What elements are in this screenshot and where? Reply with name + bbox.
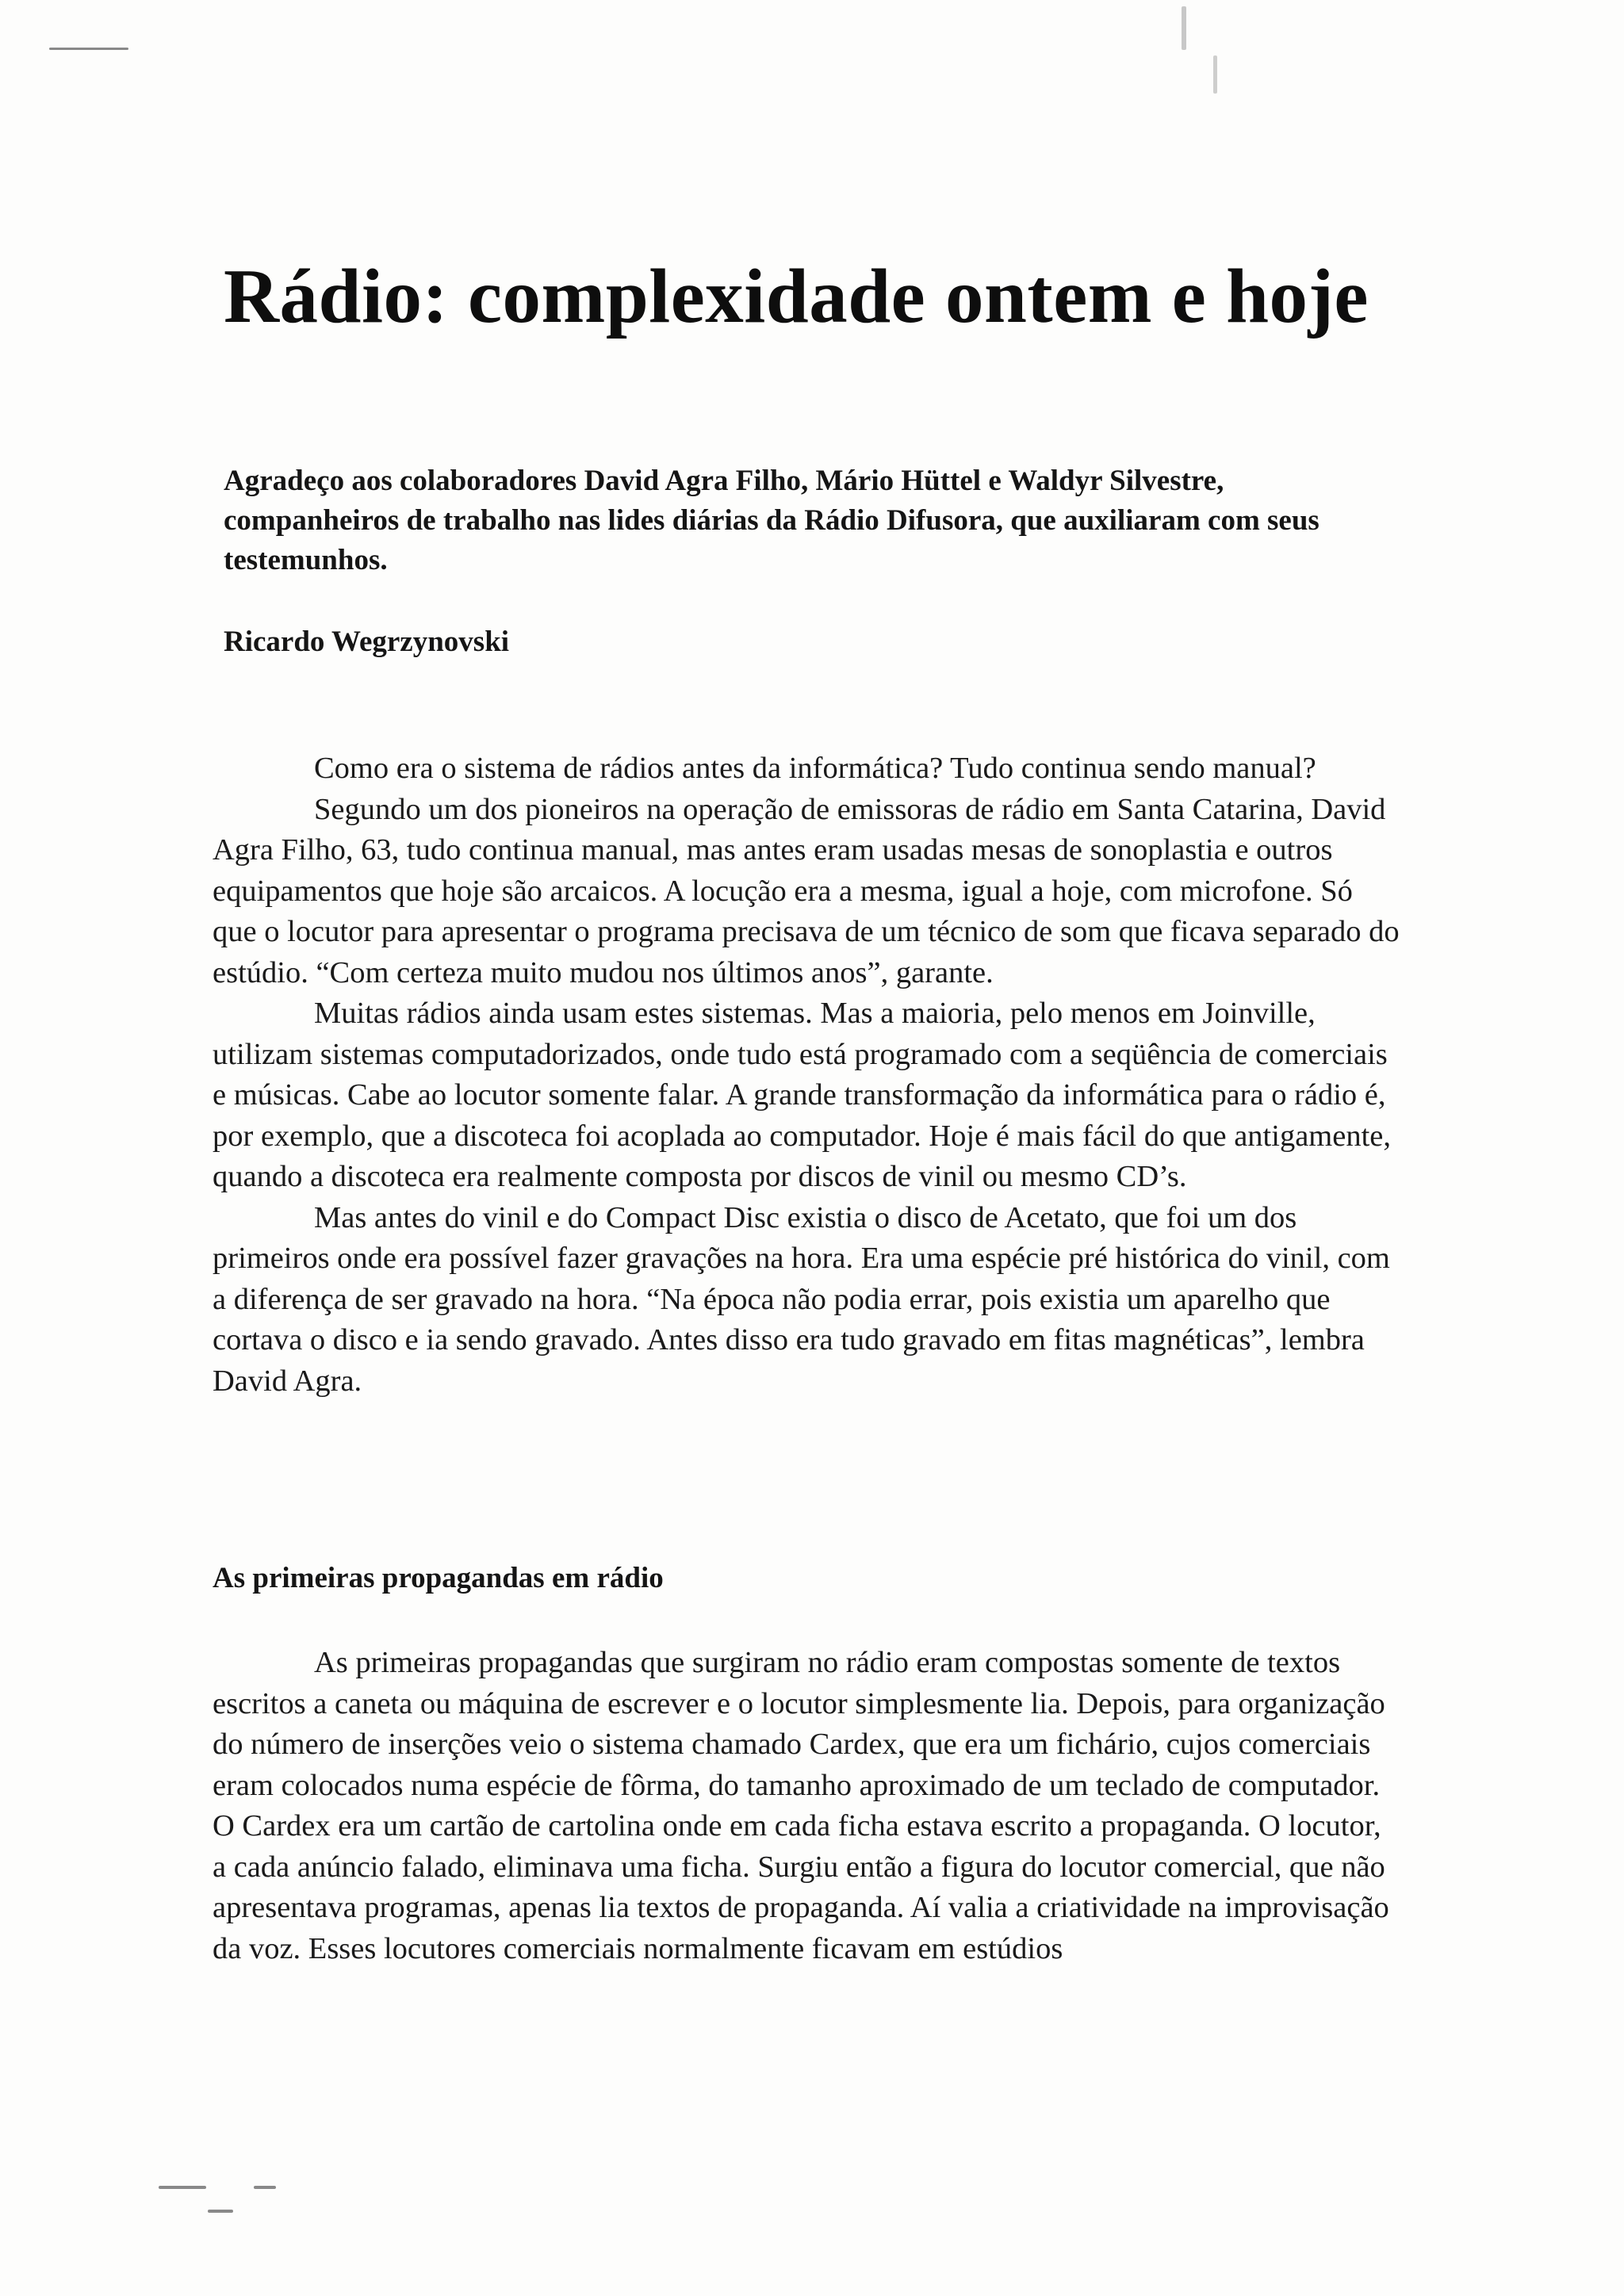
scan-mark-bottom-left xyxy=(159,2186,206,2189)
section-heading: As primeiras propagandas em rádio xyxy=(213,1562,664,1594)
body-text xyxy=(213,748,1402,1402)
author-name: Ricardo Wegrzynovski xyxy=(224,626,510,658)
paragraph: Mas antes do vinil e do Compact Disc existia o disco de Acetato, que foi um dos primeiros onde era possível fazer gravações na hora. Era uma espécie pré histórica do vinil, com a diferença de ser gravado na hora. “Na época não podia errar, pois existia um aparelho que cortava o disco e ia sendo gravado. Antes disso era tudo gravado em fitas magnéticas”, lembra David Agra. xyxy=(213,1200,1390,1398)
scan-mark-top-right-2 xyxy=(1213,55,1217,94)
paragraph: As primeiras propagandas que surgiram no rádio eram compostas somente de textos escritos a caneta ou máquina de escrever e o locutor simplesmente lia. Depois, para organização do número de inserções veio o sistema chamado Cardex, que era um fichário, cujos comerciais eram colocados numa espécie de fôrma, do tamanho aproximado de um teclado de computador. O Cardex era um cartão de cartolina onde em cada ficha estava escrito a propaganda. O locutor, a cada anúncio falado, eliminava uma ficha. Surgiu então a figura do locutor comercial, que não apresentava programas, apenas lia textos de propaganda. Aí valia a criatividade na improvisação da voz. Esses locutores comerciais normalmente ficavam em estúdios xyxy=(213,1646,1389,1965)
acknowledgement: Agradeço aos colaboradores David Agra Filho, Mário Hüttel e Waldyr Silvestre, companheiros de trabalho nas lides diárias da Rádio Difusora, que auxiliaram com seus testemunhos. xyxy=(224,465,1320,576)
document-title: Rádio: complexidade ontem e hoje xyxy=(224,254,1369,339)
scan-mark-top-right xyxy=(1182,6,1186,50)
scan-mark-bottom-left-3 xyxy=(208,2210,233,2213)
scan-mark-bottom-left-2 xyxy=(254,2186,276,2189)
paragraph: Muitas rádios ainda usam estes sistemas. Mas a maioria, pelo menos em Joinville, utilizam sistemas computadorizados, onde tudo está programado com a seqüência de comerciais e músicas. Cabe ao locutor somente falar. A grande transformação da informática para o rádio é, por exemplo, que a discoteca foi acoplada ao computador. Hoje é mais fácil do que antigamente, quando a discoteca era realmente composta por discos de vinil ou mesmo CD’s. xyxy=(213,997,1391,1193)
section-body-text xyxy=(213,1643,1402,1969)
paragraph: Como era o sistema de rádios antes da informática? Tudo continua sendo manual? xyxy=(314,752,1316,785)
paragraph: Segundo um dos pioneiros na operação de emissoras de rádio em Santa Catarina, David Agra Filho, 63, tudo continua manual, mas antes eram usadas mesas de sonoplastia e outros equipamentos que hoje são arcaicos. A locução era a mesma, igual a hoje, com microfone. Só que o locutor para apresentar o programa precisava de um técnico de som que ficava separado do estúdio. “Com certeza muito mudou nos últimos anos”, garante. xyxy=(213,792,1400,989)
scan-mark-top-left xyxy=(49,48,128,50)
